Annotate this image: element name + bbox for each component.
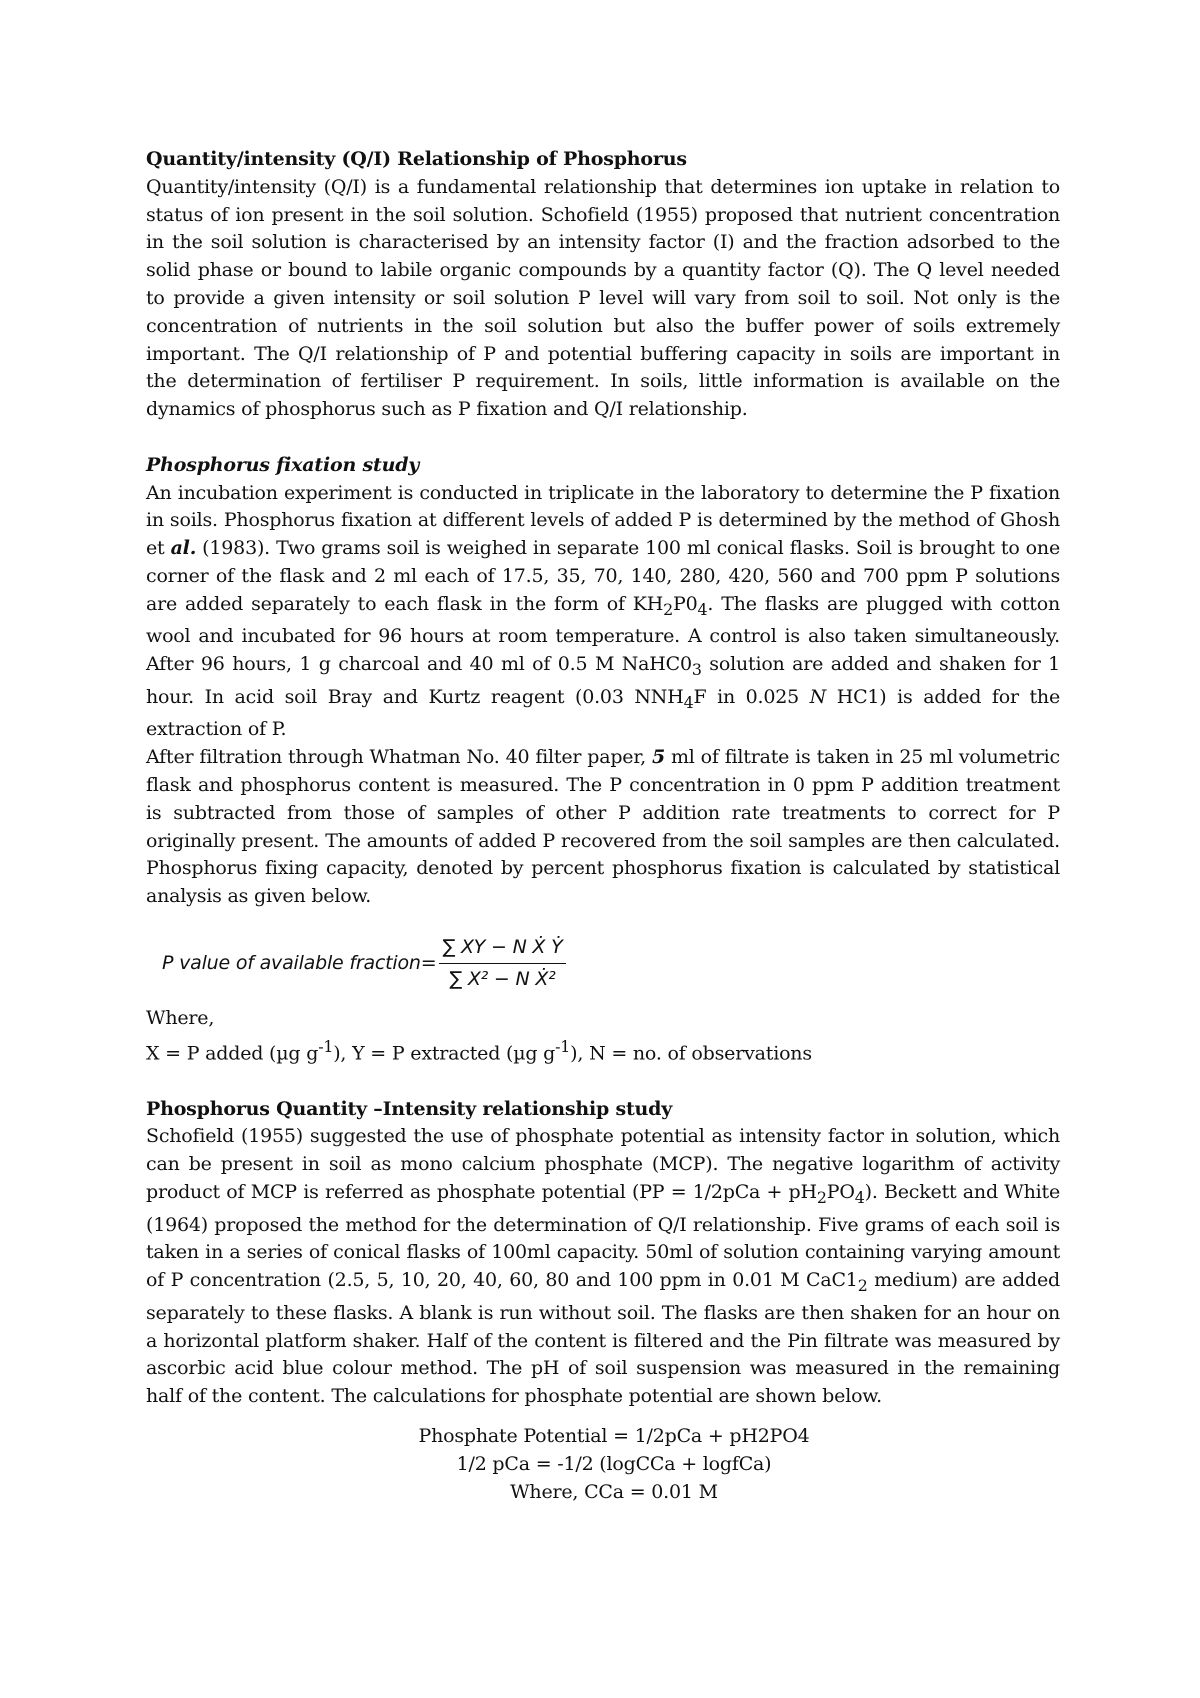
- formula-denominator: ∑ X² − N Ẋ²: [449, 968, 556, 991]
- equation-phosphate-potential: Phosphate Potential = 1/2pCa + pH2PO4: [418, 1424, 810, 1447]
- formula-fraction: [439, 934, 567, 995]
- paragraph-fixation-filtration: After filtration through Whatman No. 40 filter paper, 5 ml of filtrate is taken in 25 ml volumetric flask and phosphorus content is measured. The P concentration in 0 ppm P addition treatment is subtracted from those of samples of other P addition rate treatments to correct for P originally present. The amounts of added P recovered from the soil samples are then calculated. Phosphorus fixing capacity, denoted by percent phosphorus fixation is calculated by statistical analysis as given below.: [146, 746, 1060, 908]
- paragraph-qi-intro: Quantity/intensity (Q/I) is a fundamental relationship that determines ion uptake in relation to status of ion present in the soil solution. Schofield (1955) proposed that nutrient concentration in the soil solution is characterised by an intensity factor (I) and the fraction adsorbed to the solid phase or bound to labile organic compounds by a quantity factor (Q). The Q level needed to provide a given intensity or soil solution P level will vary from soil to soil. Not only is the concentration of nutrients in the soil solution but also the buffer power of soils extremely important. The Q/I relationship of P and potential buffering capacity in soils are important in the determination of fertiliser P requirement. In soils, little information is available on the dynamics of phosphorus such as P fixation and Q/I relationship.: [146, 175, 1060, 421]
- equation-half-pca: 1/2 pCa = -1/2 (logCCa + logfCa): [456, 1452, 772, 1475]
- equation-where-cca: Where, CCa = 0.01 M: [510, 1480, 718, 1503]
- section-heading-fixation: Phosphorus fixation study: [146, 453, 420, 476]
- section-heading-qi: Quantity/intensity (Q/I) Relationship of Phosphorus: [146, 148, 687, 170]
- formula-lhs: P value of available fraction=: [162, 952, 437, 974]
- paragraph-qi-study: Schofield (1955) suggested the use of phosphate potential as intensity factor in solution, which can be present in soil as mono calcium phosphate (MCP). The negative logarithm of activity product of MCP is referred as phosphate potential $(PP = 1/2pCa + pH_2PO_4)$. Beckett and White (1964) proposed the method for the determination of Q/I relationship. Five grams of each soil is taken in a series of conical flasks of 100ml capacity. 50ml of solution containing varying amount of P concentration (2.5, 5, 10, 20, 40, 60, 80 and 100 ppm in 0.01 M $CaC1_2$ medium) are added separately to these flasks. A blank is run without soil. The flasks are then shaken for an hour on a horizontal platform shaker. Half of the content is filtered and the Pin filtrate was measured by ascorbic acid blue colour method. The pH of soil suspension was measured in the remaining half of the content. The calculations for phosphate potential are shown below.: [146, 1125, 1060, 1408]
- formula-definitions: X = P added (µg $g^{-1}$), Y = P extracted (µg $g^{-1}$), N = no. of observations: [146, 1036, 812, 1065]
- formula-numerator: ∑ XY − N Ẋ Ẏ: [439, 934, 567, 965]
- section-heading-qi-study: Phosphorus Quantity –Intensity relationship study: [146, 1097, 673, 1120]
- fixation-formula: [162, 925, 1060, 1003]
- phosphate-potential-equations: [146, 1423, 1060, 1506]
- paragraph-fixation-method: An incubation experiment is conducted in triplicate in the laboratory to determine the P fixation in soils. Phosphorus fixation at different levels of added P is determined by the method of Ghosh et al. (1983). Two grams soil is weighed in separate 100 ml conical flasks. Soil is brought to one corner of the flask and 2 ml each of 17.5, 35, 70, 140, 280, 420, 560 and 700 ppm P solutions are added separately to each flask in the form of $KH_2P0_4$. The flasks are plugged with cotton wool and incubated for 96 hours at room temperature. A control is also taken simultaneously. After 96 hours, 1 g charcoal and 40 ml of 0.5 M $NaHC0_3$ solution are added and shaken for 1 hour. In acid soil Bray and Kurtz reagent (0.03 $NNH_4F$ in 0.025 N HC1) is added for the extraction of P.: [146, 481, 1060, 741]
- document-content: [146, 146, 1060, 1506]
- formula-where-label: Where,: [146, 1006, 215, 1029]
